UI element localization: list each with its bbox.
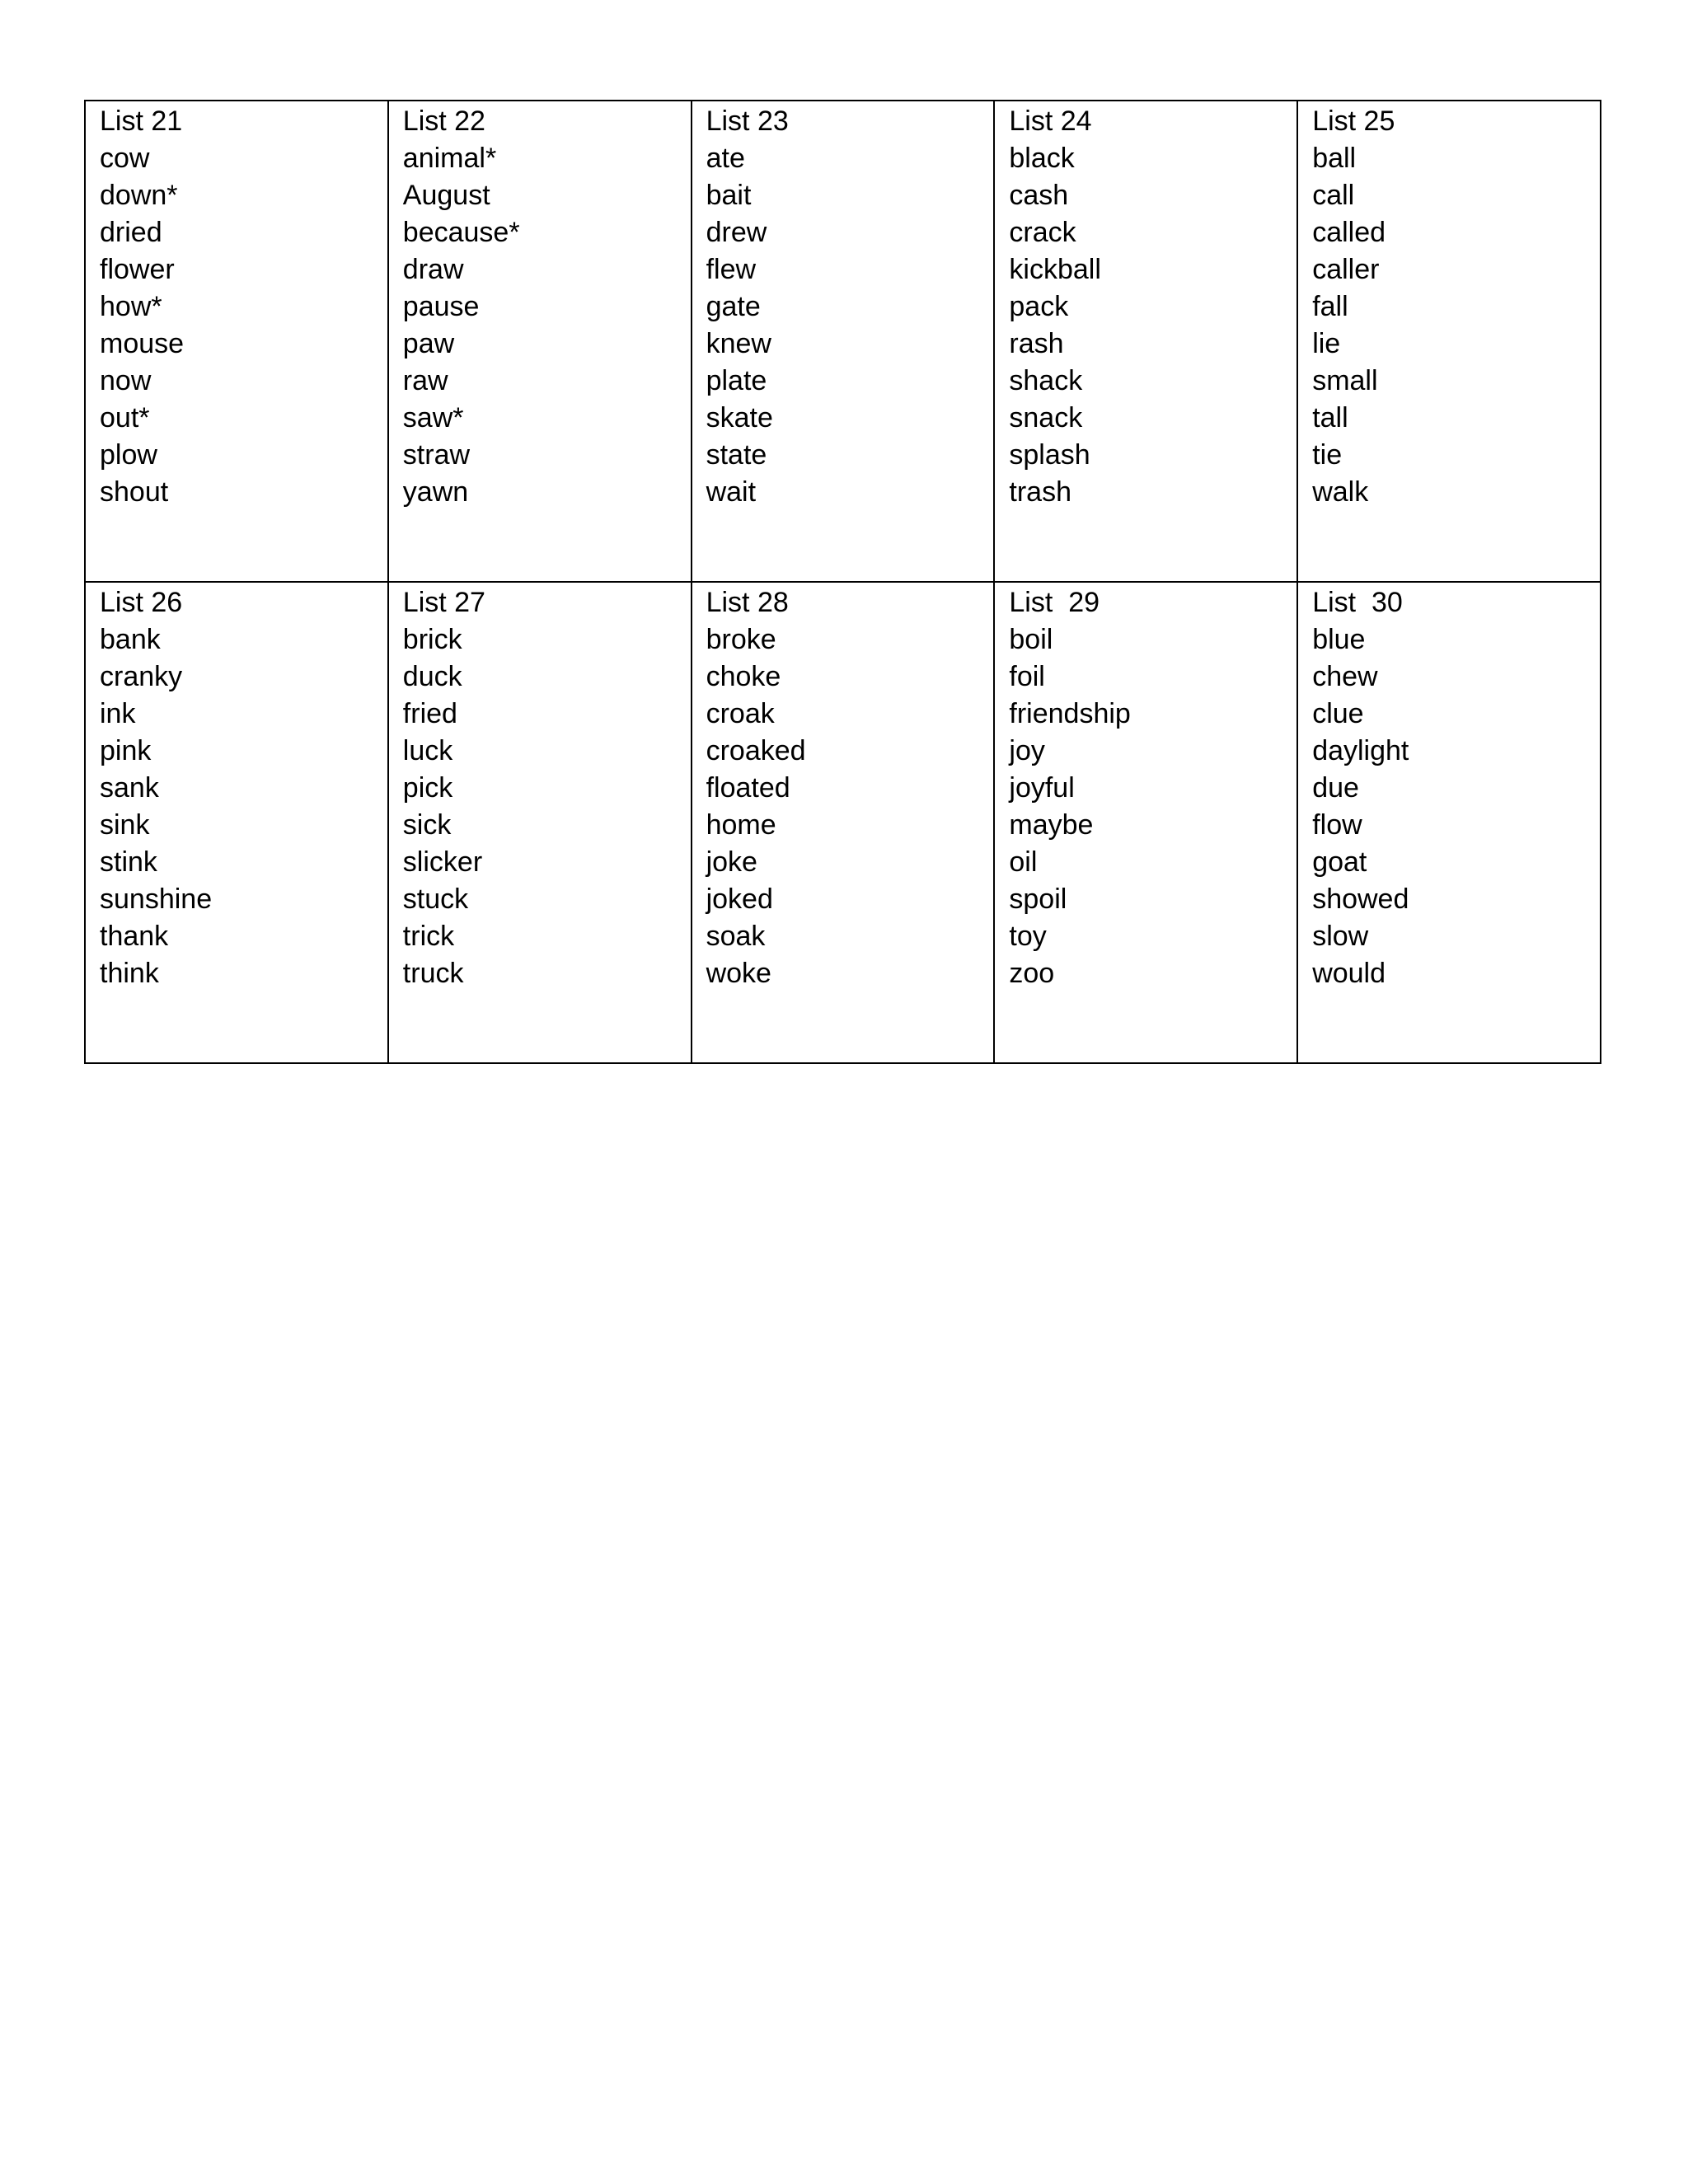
list-word: drew xyxy=(706,217,767,248)
list-word: draw xyxy=(402,254,464,285)
list-title: List 24 xyxy=(1009,105,1092,137)
list-word: lie xyxy=(1312,328,1341,359)
list-word: snack xyxy=(1009,402,1083,434)
list-word: bait xyxy=(706,180,752,211)
list-word: sink xyxy=(100,809,150,841)
list-word: truck xyxy=(402,958,464,989)
list-word: pick xyxy=(402,772,453,804)
list-word: yawn xyxy=(402,476,469,508)
list-word: joked xyxy=(706,883,773,915)
list-title: List 22 xyxy=(402,105,485,137)
list-word: thank xyxy=(100,921,169,952)
list-word: down* xyxy=(100,180,178,211)
list-word: call xyxy=(1312,180,1355,211)
list-word: clue xyxy=(1312,698,1364,729)
list-word: soak xyxy=(706,921,766,952)
list-word: trick xyxy=(402,921,455,952)
list-word: maybe xyxy=(1009,809,1094,841)
list-word: black xyxy=(1009,143,1075,174)
list-word: flow xyxy=(1312,809,1362,841)
list-word: woke xyxy=(706,958,771,989)
table-row xyxy=(85,101,1601,582)
list-word: joke xyxy=(706,846,757,878)
list-word: splash xyxy=(1009,439,1090,471)
list-word: croaked xyxy=(706,735,806,766)
list-word: animal* xyxy=(402,143,497,174)
list-title: List 21 xyxy=(100,105,183,137)
list-word: gate xyxy=(706,291,761,322)
list-word: think xyxy=(100,958,159,989)
list-word: mouse xyxy=(100,328,185,359)
list-word: blue xyxy=(1312,624,1366,655)
list-word: tie xyxy=(1312,439,1343,471)
list-cell xyxy=(388,582,692,1063)
list-word: broke xyxy=(706,624,776,655)
list-word: toy xyxy=(1009,921,1047,952)
list-title: List 23 xyxy=(706,105,789,137)
list-word: trash xyxy=(1009,476,1071,508)
list-word: saw* xyxy=(402,402,464,434)
list-word: zoo xyxy=(1009,958,1055,989)
list-word: joyful xyxy=(1009,772,1075,804)
list-word: slow xyxy=(1312,921,1369,952)
list-word: wait xyxy=(706,476,757,508)
list-word: would xyxy=(1312,958,1386,989)
list-title: List 29 xyxy=(1009,587,1100,618)
list-word: choke xyxy=(706,661,781,692)
list-word: sank xyxy=(100,772,159,804)
list-word: home xyxy=(706,809,776,841)
list-word: tall xyxy=(1312,402,1348,434)
list-word: flower xyxy=(100,254,175,285)
list-cell xyxy=(1297,101,1601,582)
list-word: small xyxy=(1312,365,1378,396)
list-cell xyxy=(692,582,995,1063)
list-word: boil xyxy=(1009,624,1053,655)
list-word: stink xyxy=(100,846,157,878)
list-word: plate xyxy=(706,365,767,396)
list-word: pink xyxy=(100,735,152,766)
list-word: straw xyxy=(402,439,471,471)
list-word: showed xyxy=(1312,883,1409,915)
list-word: spoil xyxy=(1009,883,1067,915)
list-title: List 25 xyxy=(1312,105,1395,137)
list-word: how* xyxy=(100,291,162,322)
list-word: pack xyxy=(1009,291,1069,322)
list-word: paw xyxy=(402,328,455,359)
list-title: List 26 xyxy=(100,587,183,618)
list-word: duck xyxy=(402,661,462,692)
list-word: pause xyxy=(402,291,480,322)
list-word: sunshine xyxy=(100,883,213,915)
list-word: flew xyxy=(706,254,757,285)
list-cell xyxy=(1297,582,1601,1063)
list-word: luck xyxy=(402,735,453,766)
list-word: dried xyxy=(100,217,162,248)
list-word: because* xyxy=(402,217,520,248)
list-word: stuck xyxy=(402,883,469,915)
list-word: caller xyxy=(1312,254,1380,285)
list-cell xyxy=(388,101,692,582)
list-word: raw xyxy=(402,365,448,396)
list-word: fried xyxy=(402,698,457,729)
list-word: foil xyxy=(1009,661,1045,692)
list-word: croak xyxy=(706,698,775,729)
list-word: fall xyxy=(1312,291,1348,322)
list-word: oil xyxy=(1009,846,1038,878)
list-cell xyxy=(994,101,1297,582)
list-word: ball xyxy=(1312,143,1357,174)
list-word: walk xyxy=(1312,476,1369,508)
list-title: List 28 xyxy=(706,587,789,618)
list-word: sick xyxy=(402,809,452,841)
list-word: crack xyxy=(1009,217,1076,248)
list-word: slicker xyxy=(402,846,483,878)
table-row xyxy=(85,582,1601,1063)
list-word: now xyxy=(100,365,152,396)
list-cell xyxy=(692,101,995,582)
list-word: shack xyxy=(1009,365,1083,396)
list-title: List 30 xyxy=(1312,587,1403,618)
list-word: daylight xyxy=(1312,735,1409,766)
list-word: ate xyxy=(706,143,745,174)
list-word: kickball xyxy=(1009,254,1101,285)
list-word: out* xyxy=(100,402,150,434)
list-word: bank xyxy=(100,624,161,655)
list-cell xyxy=(85,101,388,582)
list-word: friendship xyxy=(1009,698,1131,729)
list-word: cow xyxy=(100,143,150,174)
list-word: chew xyxy=(1312,661,1378,692)
list-word: skate xyxy=(706,402,773,434)
list-word: cranky xyxy=(100,661,183,692)
list-word: due xyxy=(1312,772,1359,804)
list-word: ink xyxy=(100,698,136,729)
list-word: brick xyxy=(402,624,462,655)
list-word: rash xyxy=(1009,328,1064,359)
list-word: knew xyxy=(706,328,771,359)
list-word: plow xyxy=(100,439,157,471)
list-word: joy xyxy=(1009,735,1045,766)
list-word: goat xyxy=(1312,846,1367,878)
list-cell xyxy=(85,582,388,1063)
list-word: floated xyxy=(706,772,790,804)
spelling-lists-table xyxy=(84,100,1601,1064)
list-title: List 27 xyxy=(402,587,485,618)
list-word: shout xyxy=(100,476,169,508)
list-word: cash xyxy=(1009,180,1069,211)
list-word: August xyxy=(402,180,490,211)
list-cell xyxy=(994,582,1297,1063)
list-word: called xyxy=(1312,217,1386,248)
list-word: state xyxy=(706,439,767,471)
